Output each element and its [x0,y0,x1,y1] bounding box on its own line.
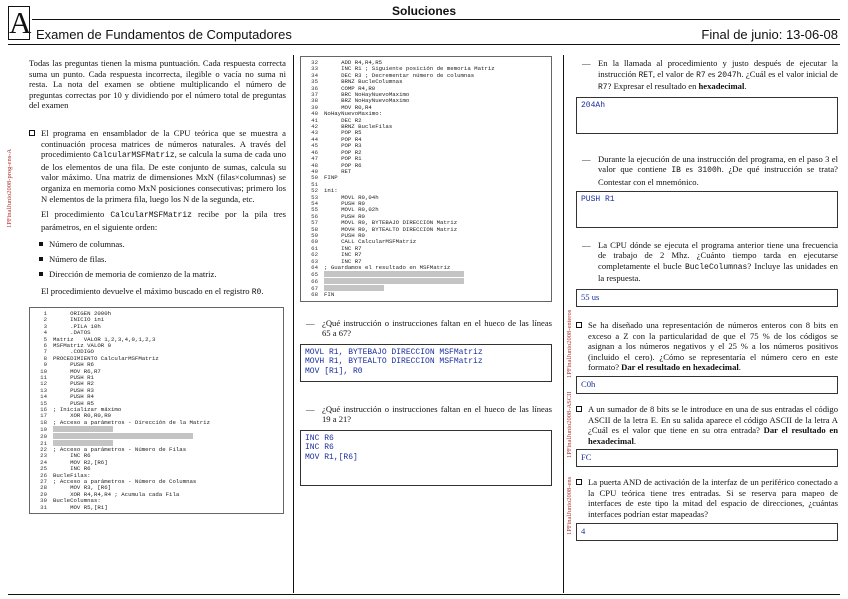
side-label-q1: 1PFinalJunio2008-prog-ens-A [6,148,13,228]
line-number: 13 [40,386,47,394]
line-number: 3 [43,322,47,330]
q1-p2-text-a: El procedimiento [41,209,111,220]
line-number: 67 [311,284,318,292]
code-text: INC R6 [53,465,91,473]
line-number: 20 [40,432,47,440]
line-number: 52 [311,187,318,195]
code-text: MOV R3, [R6] [53,484,112,492]
question-loop-time [576,240,838,284]
code-text: INC R7 [324,244,362,252]
code-text: INC R1 ; Siguiente posición de memoria Matriz [324,65,495,73]
line-number: 4 [43,329,47,337]
q1-p3-text-b: . [261,286,264,297]
line-number: 5 [43,335,47,343]
ret-code-3: 2047h [717,70,742,80]
ie-text-a: Durante la ejecución de una instrucción del programa, en el paso 3 el valor que contiene [598,153,838,175]
code-text: PUSH R0 [324,212,365,220]
page-top-title: Soluciones [391,4,456,18]
code-text: MOV R0,R4 [324,103,372,111]
line-number: 23 [40,452,47,460]
line-number: 8 [43,354,47,362]
line-number: 48 [311,161,318,169]
line-number: 30 [40,497,47,505]
line-number: 25 [40,465,47,473]
cpu-text-a: La CPU dónde se ejecuta el programa anterior tiene una frecuencia de trabajo de 2 Mhz. ¿Cuánto tiempo tarda en ejecutarse completamente el bucle [598,239,838,271]
code-text: DEC R2 [324,116,362,124]
q3-text: A un sumador de 8 bits se le introduce en una de sus entradas el código ASCII de la letra E. En su salida aparece el código ASCII de la letra A ¿Cuál es el valor que tiene en su otra entrada? [588,403,838,436]
line-number: 54 [311,199,318,207]
blank-fill-gap [324,271,464,277]
code-text: INC R6 [53,452,91,460]
code-text: .DATOS [53,329,91,337]
dash-marker: — [306,403,315,414]
line-number: 53 [311,193,318,201]
checkbox-icon [576,322,582,328]
ret-bold: hexadecimal [698,81,745,92]
q3-bold: Dar el resultado en hexadecimal [588,425,838,446]
code-text: ; Inicializar máximo [53,406,122,413]
line-number: 59 [311,231,318,239]
line-number: 45 [311,142,318,150]
code-text: .CODIGO [53,348,94,356]
ret-text-e: ? Expresar el resultado en [607,81,699,92]
answer-box-r7[interactable]: 204Ah [576,97,838,134]
line-number: 7 [43,348,47,356]
blank-fill-gap [53,426,113,432]
question-1 [29,128,286,204]
question-2 [576,320,838,373]
q1-code-a: CalcularMSFMatriz [93,151,175,161]
code-text: PUSH R2 [53,380,94,388]
checkbox-icon [29,130,35,136]
exam-instructions: Todas las preguntas tienen la misma puntuación. Cada respuesta correcta suma un punto. Cada respuesta incorrecta, ilegible o vacía no suma ni resta. La nota del examen se obtiene multiplicando el número de preguntas correctas por 10 y dividiendo por el número total de preguntas del examen [29,58,286,111]
ret-code-2: R7 [696,70,706,80]
code-text: MOV R2,[R6] [53,458,108,466]
q2-end: . [738,362,741,373]
line-number: 41 [311,116,318,124]
line-number: 43 [311,129,318,137]
blank-fill-gap [324,278,464,284]
line-number: 15 [40,399,47,407]
line-number: 21 [40,439,47,447]
column-divider-2 [563,55,564,593]
line-number: 51 [311,180,318,188]
q1-p2-text-b: recibe por la pila tres parámetros, en el siguiente orden: [41,209,287,232]
code-text: PROCEDIMIENTO CalcularMSFMatriz [53,354,159,362]
code-text: COMP R4,R0 [324,84,376,92]
q4-text: La puerta AND de activación de la interfaz de un periférico conectado a la CPU teórica tiene tres entradas. Si se reserva para mapeo de interfaces de este tipo la mitad del espacio de direcciones, ¿cuántas interfaces podrían estar mapeadas? [588,477,838,520]
answer-line: MOV [R1], R0 [305,366,363,376]
line-number: 55 [311,206,318,214]
code-text: MOVL R0, BYTEBAJO DIRECCION Matriz [324,219,458,227]
ie-text-b: es [680,164,698,175]
code-text: PUSH R3 [53,386,94,394]
code-text: RET [324,167,352,175]
q65-text: ¿Qué instrucción o instrucciones faltan en el hueco de las líneas 65 a 67? [322,317,552,339]
answer-box-instruction[interactable]: PUSH R1 [576,191,838,228]
code-text: PUSH R0 [324,199,365,207]
parameter-list [49,239,286,279]
q19-text: ¿Qué instrucción o instrucciones faltan en el hueco de las líneas 19 a 21? [322,403,552,425]
line-number: 63 [311,257,318,265]
line-number: 34 [311,71,318,79]
code-text: ; Acceso a parámetros - Número de Columnas [53,477,197,485]
ie-text-c: . ¿De qué instrucción se trata? Contestar con el mnemónico. [598,164,838,187]
question-lines-19-21 [300,404,552,425]
checkbox-icon [576,479,582,485]
line-number: 65 [311,270,318,278]
line-number: 24 [40,458,47,466]
q1-text-b: , se calcula la suma de cada uno de los elementos de una fila. De este conjunto de sumas, calcula su valor máximo. Una matriz de dimensiones MxN (filas×columnas) se organiza en memoria como MxN posiciones consecutivas; primero los N elementos de la primera fila, luego los N de la segunda, etc. [41,149,286,204]
code-text: DEC R3 ; Decrementar número de columnas [324,71,475,79]
line-number: 36 [311,84,318,92]
code-text: ; Guardamos el resultado en MSFMatriz [324,264,451,271]
line-number: 37 [311,91,318,99]
line-number: 62 [311,251,318,259]
code-text: MOV R5,[R1] [53,503,108,511]
code-text: XOR R4,R4,R4 ; Acumula cada Fila [53,490,180,498]
footer-rule [8,594,840,595]
code-text: BRZ NoHayNuevoMaximo [324,97,410,105]
code-line [304,278,548,285]
line-number: 11 [40,373,47,381]
line-number: 46 [311,148,318,156]
ie-code-1: IB [671,166,681,176]
code-listing-part-1 [29,307,284,514]
code-text: MOVL R0,04h [324,193,379,201]
code-text: ini: [324,187,338,195]
answer-box-q3[interactable]: FC [576,449,838,467]
line-number: 32 [311,59,318,66]
code-text: INICIO ini [53,316,105,324]
line-number: 39 [311,103,318,111]
ret-text-a: En la llamada al procedimiento y justo después de ejecutar la instrucción [598,58,838,79]
line-number: 56 [311,212,318,220]
line-number: 58 [311,225,318,233]
code-text: INC R7 [324,251,362,259]
code-line [33,433,280,440]
parameter-item: Número de filas. [49,254,286,264]
code-text: ADD R4,R4,R5 [324,59,383,66]
header-rule-top [32,19,840,20]
column-3 [576,58,838,541]
answer-line: MOVL R1, BYTEBAJO DIRECCION MSFMatriz [305,347,483,357]
answer-box-q2[interactable]: C0h [576,376,838,394]
code-text: MOVL R0,02h [324,206,379,214]
exam-title: Examen de Fundamentos de Computadores [36,27,292,42]
question-4 [576,477,838,519]
code-line [304,292,548,298]
line-number: 40 [311,110,318,118]
code-text: .PILA 10h [53,322,101,330]
code-text: MOVH R0, BYTEALTO DIRECCION Matriz [324,225,458,233]
code-text: POP R5 [324,129,362,137]
q1-paragraph-2 [29,209,286,232]
ret-text-d: . ¿Cuál es el valor inicial de [741,68,838,79]
code-text: FINP [324,174,338,182]
question-ib-instruction [576,154,838,188]
answer-box-loop-time[interactable]: 55 us [576,289,838,307]
question-r7-initial [576,58,838,94]
line-number: 9 [43,361,47,369]
code-text: POP R6 [324,161,362,169]
code-listing-part-2 [300,56,552,302]
answer-line: INC R6 [305,443,334,453]
line-number: 17 [40,412,47,420]
q1-paragraph-3 [29,286,286,299]
code-text: BRC NoHayNuevoMaximo [324,91,410,99]
code-text: Matriz VALOR 1,2,3,4,0,1,2,3 [53,335,156,343]
line-number: 60 [311,238,318,246]
line-number: 26 [40,471,47,479]
code-text: BucleFilas: [53,471,91,479]
code-text: PUSH R4 [53,393,94,401]
blank-fill-gap [53,433,193,439]
line-number: 10 [40,367,47,375]
answer-box-q4[interactable]: 4 [576,523,838,541]
code-text: PUSH R6 [53,361,94,369]
exam-date: Final de junio: 13-06-08 [701,27,838,42]
q3-end: . [633,435,636,446]
code-text: BRNZ BucleFilas [324,123,393,131]
parameter-item: Número de columnas. [49,239,286,249]
q2-text: Se ha diseñado una representación de números enteros con 8 bits en exceso a Z con la particularidad de que el 75 % de los códigos se asignan a los números negativos y el 25 % a los números positivos (incluido el cero). ¿Cómo se representaría el número cero en este formato? [588,319,838,373]
line-number: 22 [40,445,47,453]
line-number: 31 [40,503,47,511]
line-number: 47 [311,155,318,163]
line-number: 57 [311,219,318,227]
side-label-q4: 1PFinalJunio2008-ens [566,476,573,535]
line-number: 64 [311,264,318,271]
header-rule-bottom [8,44,840,45]
side-label-q3: 1PFinalJunio2008-ASCII [566,391,573,458]
line-number: 16 [40,406,47,413]
parameter-item: Dirección de memoria de comienzo de la matriz. [49,269,286,279]
ie-code-2: 3100h [697,166,722,176]
cpu-code: BucleColumnas [684,262,748,272]
q1-p2-code: CalcularMSFMatriz [110,211,192,221]
code-text: POP R3 [324,142,362,150]
question-3 [576,404,838,446]
answer-line: INC R6 [305,433,334,443]
ret-code-1: RET [638,70,653,80]
line-number: 44 [311,135,318,143]
line-number: 38 [311,97,318,105]
code-text: MOV R6,R7 [53,367,101,375]
code-text: BRNZ BucleColumnas [324,78,403,86]
code-text: MSFMatriz VALOR 0 [53,341,112,349]
code-text: ; Acceso a parámetros - Dirección de la Matriz [53,418,211,426]
q1-text-a: El programa en ensamblador de la CPU teórica que se muestra a continuación procesa matrices de números naturales. A través del procedimiento [41,127,286,160]
code-text: PUSH R5 [53,399,94,407]
line-number: 27 [40,477,47,485]
code-text: INC R7 [324,257,362,265]
q2-bold: Dar el resultado en hexadecimal [621,362,739,373]
ret-text-c: es [705,68,718,79]
line-number: 33 [311,65,318,73]
line-number: 1 [43,309,47,317]
line-number: 2 [43,316,47,324]
code-text: NoHayNuevoMaximo: [324,110,383,118]
line-number: 19 [40,425,47,433]
answer-line: MOVH R1, BYTEALTO DIRECCION MSFMatriz [305,357,483,367]
line-number: 12 [40,380,47,388]
answer-box-lines-19-21[interactable] [300,430,552,486]
code-text: CALL CalcularMSFMatriz [324,238,417,246]
line-number: 14 [40,393,47,401]
dash-marker: — [306,317,315,328]
side-label-q2: 1PFinalJunio2008-enteros [566,309,573,378]
code-text: PUSH R0 [324,231,365,239]
code-line [33,426,280,433]
code-line [304,285,548,292]
cpu-text-b: ? Incluye las unidades en la respuesta. [598,260,838,284]
column-2 [300,56,552,486]
section-letter: A [9,5,32,40]
q1-p3-code: R0 [251,288,262,298]
code-text: ; Acceso a parámetros - Número de Filas [53,445,187,453]
line-number: 29 [40,490,47,498]
column-1 [29,58,286,514]
code-text: BucleColumnas: [53,497,101,505]
ret-text-b: , el valor de [652,68,697,79]
code-text: PUSH R1 [53,373,94,381]
line-number: 18 [40,418,47,426]
q1-p3-text-a: El procedimiento devuelve el máximo buscado en el registro [41,286,252,297]
code-text: XOR R0,R0,R0 [53,412,112,420]
code-text: POP R2 [324,148,362,156]
answer-box-lines-65-67[interactable] [300,344,552,382]
ret-text-f: . [744,81,747,92]
code-text: FIN [324,291,335,299]
line-number: 6 [43,341,47,349]
dash-marker: — [582,153,591,164]
checkbox-icon [576,406,582,412]
line-number: 49 [311,167,318,175]
line-number: 42 [311,123,318,131]
line-number: 28 [40,484,47,492]
code-text: ORIGEN 2000h [53,309,112,317]
answer-line: MOV R1,[R6] [305,452,358,462]
line-number: 66 [311,277,318,285]
code-line [33,505,280,511]
column-divider-1 [293,55,294,593]
line-number: 61 [311,244,318,252]
code-text: POP R1 [324,155,362,163]
line-number: 35 [311,78,318,86]
dash-marker: — [582,239,591,250]
line-number: 50 [311,174,318,182]
line-number: 68 [311,291,318,299]
ret-code-4: R7 [598,83,608,93]
question-lines-65-67 [300,318,552,339]
code-text: POP R4 [324,135,362,143]
dash-marker: — [582,58,591,68]
code-line [304,271,548,278]
